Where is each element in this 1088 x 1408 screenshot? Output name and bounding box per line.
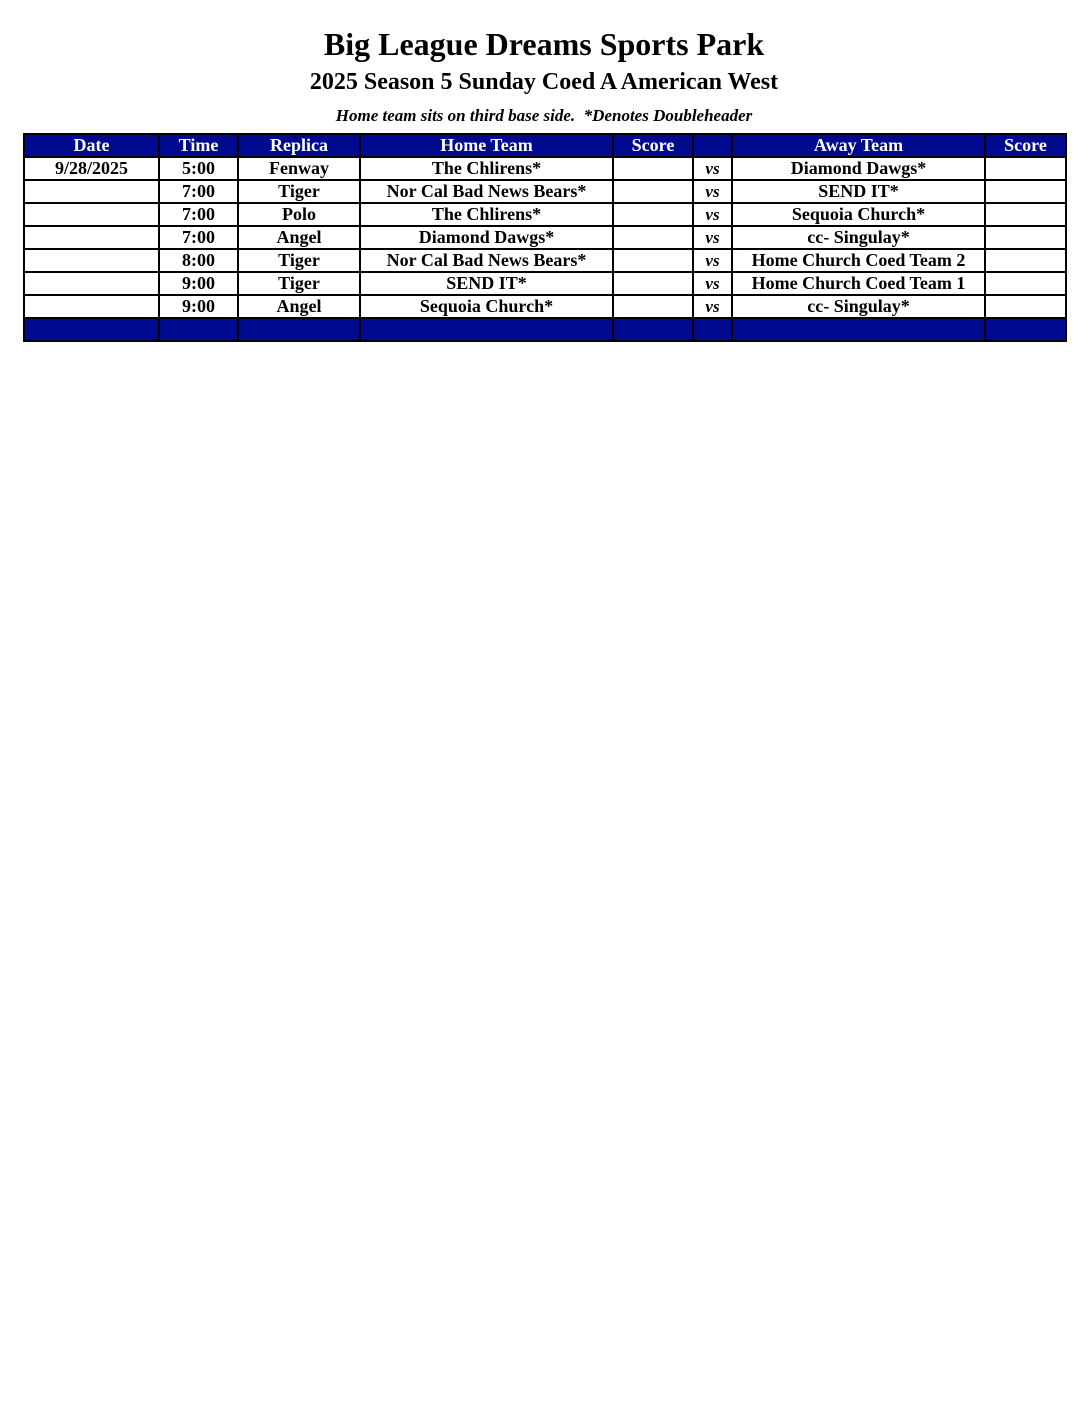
away-team-cell: SEND IT* [732, 180, 985, 203]
away-team-cell: cc- Singulay* [732, 226, 985, 249]
footer-cell [360, 318, 613, 341]
footer-cell [732, 318, 985, 341]
home-score-cell [613, 295, 693, 318]
replica-cell: Tiger [238, 180, 360, 203]
away-team-cell: Home Church Coed Team 1 [732, 272, 985, 295]
home-team-cell: Nor Cal Bad News Bears* [360, 180, 613, 203]
footer-cell [693, 318, 732, 341]
column-header-date: Date [24, 134, 159, 157]
away-team-cell: Sequoia Church* [732, 203, 985, 226]
away-team-cell: Home Church Coed Team 2 [732, 249, 985, 272]
column-header-vs [693, 134, 732, 157]
date-cell: 9/28/2025 [24, 157, 159, 180]
footer-cell [159, 318, 238, 341]
column-header-time: Time [159, 134, 238, 157]
date-cell [24, 295, 159, 318]
league-subtitle: 2025 Season 5 Sunday Coed A American West [309, 69, 779, 95]
home-team-cell: SEND IT* [360, 272, 613, 295]
column-header-away-team: Away Team [732, 134, 985, 157]
vs-cell: vs [693, 226, 732, 249]
home-score-cell [613, 272, 693, 295]
home-team-cell: Sequoia Church* [360, 295, 613, 318]
footer-row [24, 318, 1066, 341]
away-team-cell: Diamond Dawgs* [732, 157, 985, 180]
away-score-cell [985, 272, 1066, 295]
away-score-cell [985, 295, 1066, 318]
home-score-cell [613, 157, 693, 180]
vs-cell: vs [693, 249, 732, 272]
away-score-cell [985, 157, 1066, 180]
time-cell: 5:00 [159, 157, 238, 180]
time-cell: 7:00 [159, 226, 238, 249]
table-row [24, 249, 1066, 272]
away-score-cell [985, 180, 1066, 203]
time-cell: 7:00 [159, 180, 238, 203]
table-row [24, 203, 1066, 226]
footer-cell [613, 318, 693, 341]
vs-cell: vs [693, 272, 732, 295]
time-cell: 7:00 [159, 203, 238, 226]
replica-cell: Polo [238, 203, 360, 226]
date-cell [24, 203, 159, 226]
date-cell [24, 226, 159, 249]
column-header-home-team: Home Team [360, 134, 613, 157]
away-score-cell [985, 203, 1066, 226]
time-cell: 9:00 [159, 295, 238, 318]
home-team-cell: Nor Cal Bad News Bears* [360, 249, 613, 272]
date-cell [24, 249, 159, 272]
footer-cell [24, 318, 159, 341]
time-cell: 8:00 [159, 249, 238, 272]
home-score-cell [613, 226, 693, 249]
table-row [24, 295, 1066, 318]
header-row [24, 134, 1066, 157]
column-header-away-score: Score [985, 134, 1066, 157]
table-row [24, 157, 1066, 180]
schedule-table [23, 133, 1067, 342]
date-cell [24, 272, 159, 295]
vs-cell: vs [693, 203, 732, 226]
replica-cell: Angel [238, 226, 360, 249]
vs-cell: vs [693, 180, 732, 203]
replica-cell: Fenway [238, 157, 360, 180]
home-score-cell [613, 203, 693, 226]
page-title: Big League Dreams Sports Park [323, 26, 765, 62]
footer-cell [985, 318, 1066, 341]
column-header-replica: Replica [238, 134, 360, 157]
footer-cell [238, 318, 360, 341]
column-header-home-score: Score [613, 134, 693, 157]
away-score-cell [985, 249, 1066, 272]
schedule-note: Home team sits on third base side. *Denotes Doubleheader [335, 106, 753, 125]
date-cell [24, 180, 159, 203]
replica-cell: Tiger [238, 249, 360, 272]
replica-cell: Tiger [238, 272, 360, 295]
home-team-cell: Diamond Dawgs* [360, 226, 613, 249]
replica-cell: Angel [238, 295, 360, 318]
home-score-cell [613, 180, 693, 203]
away-team-cell: cc- Singulay* [732, 295, 985, 318]
home-score-cell [613, 249, 693, 272]
vs-cell: vs [693, 157, 732, 180]
table-row [24, 180, 1066, 203]
table-row [24, 226, 1066, 249]
time-cell: 9:00 [159, 272, 238, 295]
table-row [24, 272, 1066, 295]
vs-cell: vs [693, 295, 732, 318]
away-score-cell [985, 226, 1066, 249]
home-team-cell: The Chlirens* [360, 203, 613, 226]
home-team-cell: The Chlirens* [360, 157, 613, 180]
